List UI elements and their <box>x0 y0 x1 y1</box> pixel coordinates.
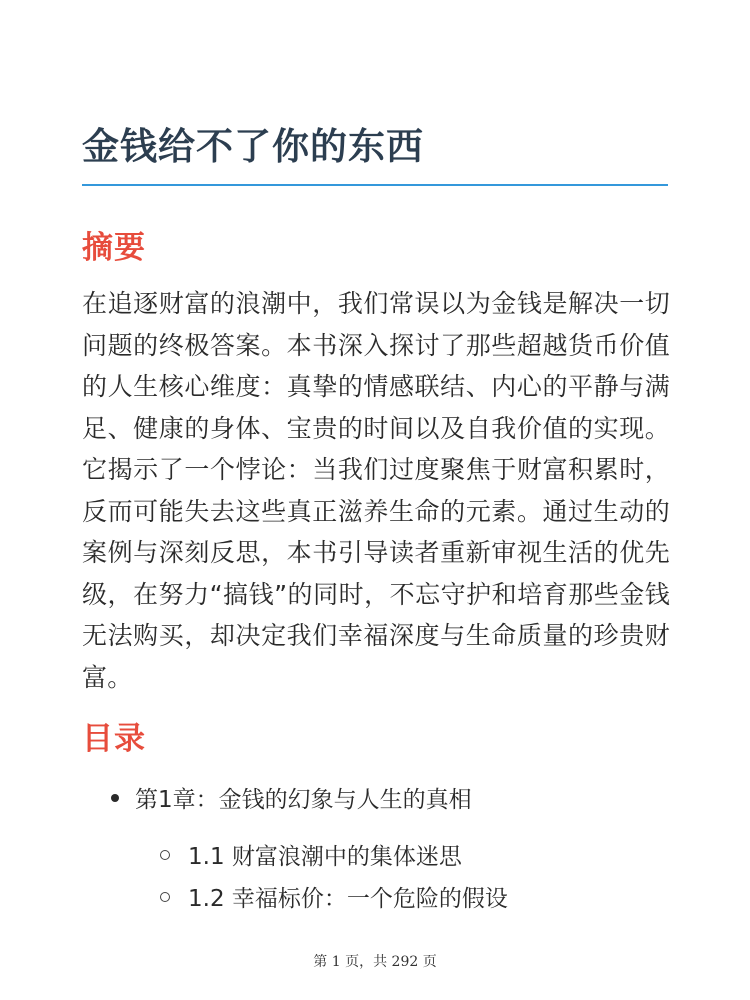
toc-section-label: 1.2 幸福标价：一个危险的假设 <box>188 886 508 912</box>
toc-chapter-label: 第1章：金钱的幻象与人生的真相 <box>135 787 472 813</box>
document-title: 金钱给不了你的东西 <box>82 125 424 168</box>
toc-chapter-1[interactable] <box>111 781 472 814</box>
bullet-disc-icon <box>111 794 119 802</box>
toc-section-label: 1.1 财富浪潮中的集体迷思 <box>188 844 462 870</box>
bullet-circle-icon <box>160 850 170 860</box>
toc-section-1-2[interactable] <box>160 880 508 913</box>
toc-section-1-1[interactable] <box>160 838 462 871</box>
abstract-paragraph: 在追逐财富的浪潮中，我们常误以为金钱是解决一切问题的终极答案。本书深入探讨了那些超越货币价值的人生核心维度：真挚的情感联结、内心的平静与满足、健康的身体、宝贵的时间以及自我价值的实现。它揭示了一个悖论：当我们过度聚焦于财富积累时，反而可能失去这些真正滋养生命的元素。通过生动的案例与深刻反思，本书引导读者重新审视生活的优先级，在努力“搞钱”的同时，不忘守护和培育那些金钱无法购买，却决定我们幸福深度与生命质量的珍贵财富。 <box>82 289 670 692</box>
abstract-heading: 摘要 <box>82 230 146 266</box>
page-footer: 第 1 页，共 292 页 <box>313 954 437 970</box>
bullet-circle-icon <box>160 892 170 902</box>
toc-heading: 目录 <box>82 721 146 757</box>
